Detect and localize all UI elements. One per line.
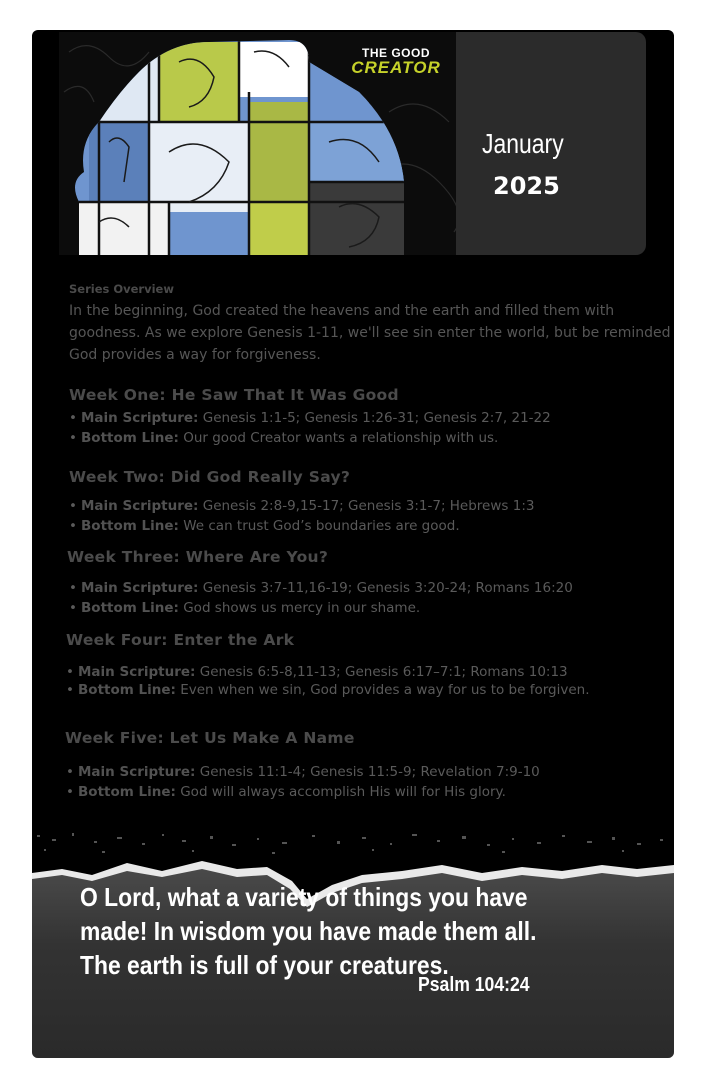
week-four-title: Week Four: Enter the Ark <box>66 631 295 649</box>
week-four-details <box>66 662 646 699</box>
list-item: • Main Scripture: Genesis 2:8-9,15-17; Genesis 3:1-7; Hebrews 1:3 <box>69 498 535 514</box>
month-label: January <box>482 128 564 159</box>
list-item: • Bottom Line: Our good Creator wants a relationship with us. <box>69 430 499 446</box>
scripture-label: Main Scripture: <box>78 664 196 680</box>
scripture-text: Genesis 6:5-8,11-13; Genesis 6:17–7:1; Romans 10:13 <box>199 664 568 680</box>
date-panel <box>456 32 646 255</box>
week-two-title: Week Two: Did God Really Say? <box>69 468 351 486</box>
scripture-label: Main Scripture: <box>81 498 199 514</box>
scripture-text: Genesis 3:7-11,16-19; Genesis 3:20-24; Romans 16:20 <box>202 580 573 596</box>
scripture-label: Main Scripture: <box>81 410 199 426</box>
scripture-label: Main Scripture: <box>78 764 196 780</box>
bottom-line-label: Bottom Line: <box>81 518 179 534</box>
list-item: • Main Scripture: Genesis 1:1-5; Genesis 1:26-31; Genesis 2:7, 21-22 <box>69 410 551 426</box>
week-three-details <box>69 578 674 618</box>
scripture-text: Genesis 1:1-5; Genesis 1:26-31; Genesis 2:7, 21-22 <box>202 410 551 426</box>
bottom-line-label: Bottom Line: <box>78 784 176 800</box>
list-item: • Bottom Line: God will always accomplish His will for His glory. <box>66 784 506 800</box>
scripture-quote: O Lord, what a variety of things you have made! In wisdom you have made them all. The earth is full of your creatures. <box>80 882 537 980</box>
series-logo <box>341 46 451 78</box>
week-one-title: Week One: He Saw That It Was Good <box>69 386 399 404</box>
list-item: • Bottom Line: We can trust God’s boundaries are good. <box>69 518 460 534</box>
overview-text: In the beginning, God created the heavens and the earth and filled them with goodness. As we explore Genesis 1-11, we'll see sin enter the world, but be reminded God provides a way for forgiveness. <box>69 303 671 363</box>
week-three-title: Week Three: Where Are You? <box>67 548 329 566</box>
bottom-line-text: God shows us mercy in our shame. <box>183 600 421 616</box>
week-two-details <box>69 496 669 536</box>
scripture-label: Main Scripture: <box>81 580 199 596</box>
logo-line-1: THE GOOD <box>361 46 430 60</box>
bottom-line-text: Our good Creator wants a relationship with us. <box>183 430 499 446</box>
scripture-text: Genesis 2:8-9,15-17; Genesis 3:1-7; Hebrews 1:3 <box>202 498 535 514</box>
week-five-details <box>66 762 666 802</box>
bottom-line-label: Bottom Line: <box>78 682 176 698</box>
overview-heading: Series Overview <box>69 282 174 296</box>
bottom-line-text: God will always accomplish His will for His glory. <box>180 784 506 800</box>
bottom-line-text: Even when we sin, God provides a way for us to be forgiven. <box>180 682 590 698</box>
list-item: • Main Scripture: Genesis 3:7-11,16-19; Genesis 3:20-24; Romans 16:20 <box>69 580 573 596</box>
bottom-line-label: Bottom Line: <box>81 600 179 616</box>
list-item: • Bottom Line: God shows us mercy in our shame. <box>69 600 421 616</box>
bottom-line-text: We can trust God’s boundaries are good. <box>183 518 460 534</box>
calendar-card <box>32 30 674 1058</box>
logo-line-2: CREATOR <box>351 58 441 77</box>
list-item: • Main Scripture: Genesis 6:5-8,11-13; Genesis 6:17–7:1; Romans 10:13 <box>66 664 568 680</box>
scripture-reference: Psalm 104:24 <box>418 974 530 996</box>
scripture-text: Genesis 11:1-4; Genesis 11:5-9; Revelation 7:9-10 <box>199 764 540 780</box>
year-label: 2025 <box>493 172 560 200</box>
week-one-details <box>69 408 669 448</box>
bottom-line-label: Bottom Line: <box>81 430 179 446</box>
series-artwork <box>59 32 456 255</box>
list-item: • Main Scripture: Genesis 11:1-4; Genesis 11:5-9; Revelation 7:9-10 <box>66 764 540 780</box>
week-five-title: Week Five: Let Us Make A Name <box>65 729 355 747</box>
list-item: • Bottom Line: Even when we sin, God provides a way for us to be forgiven. <box>66 682 590 698</box>
